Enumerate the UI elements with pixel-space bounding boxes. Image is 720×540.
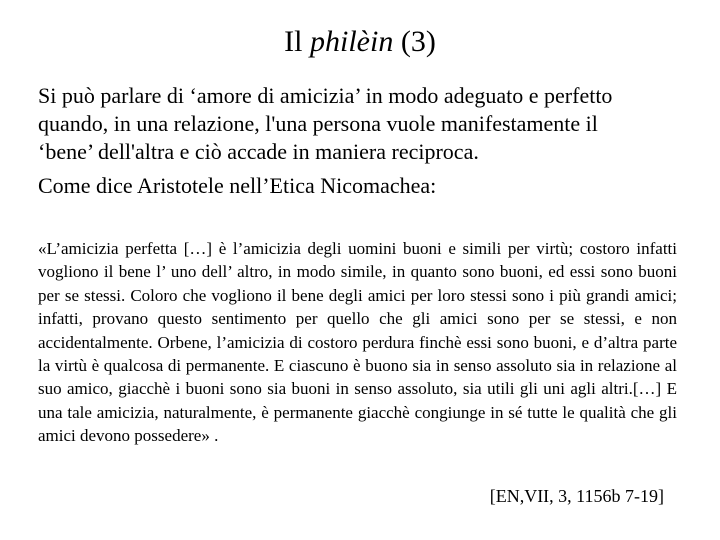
intro-line-3: ‘bene’ dell'altra e ciò accade in maniera reciproca. xyxy=(38,139,479,164)
aristotle-quote: «L’amicizia perfetta […] è l’amicizia degli uomini buoni e simili per virtù; costoro infatti vogliono il bene l’ uno dell’ altro, in modo simile, in quanto sono buoni, ed essi sono buoni per se stessi. Coloro che vogliono il bene degli amici per loro stessi sono i più grandi amici; infatti, provano questo sentimento per quello che gli amici sono per se stessi, e non accidentalmente. Orbene, l’amicizia di costoro perdura finchè essi sono buoni, e d’altra parte la virtù è qualcosa di permanente. E ciascuno è buono sia in senso assoluto sia in relazione al suo amico, giacchè i buoni sono sia buoni in senso assoluto, sia utili gli uni agli altri.[…] E una tale amicizia, naturalmente, è permanente giacchè congiunge in sé tutte le qualità che gli amici devono possedere» . xyxy=(38,239,677,446)
title-suffix: (3) xyxy=(400,25,436,58)
intro-line-1: Si può parlare di ‘amore di amicizia’ in modo adeguato e perfetto xyxy=(38,83,613,108)
intro-paragraph xyxy=(38,82,698,200)
title-prefix: Il xyxy=(284,25,303,58)
title-italic-word: philèin xyxy=(310,25,394,58)
citation-reference: [EN,VII, 3, 1156b 7-19] xyxy=(489,486,664,506)
intro-line-4: Come dice Aristotele nell’Etica Nicomachea: xyxy=(38,173,437,198)
intro-line-2: quando, in una relazione, l'una persona vuole manifestamente il xyxy=(38,111,598,136)
slide-title xyxy=(0,22,720,62)
